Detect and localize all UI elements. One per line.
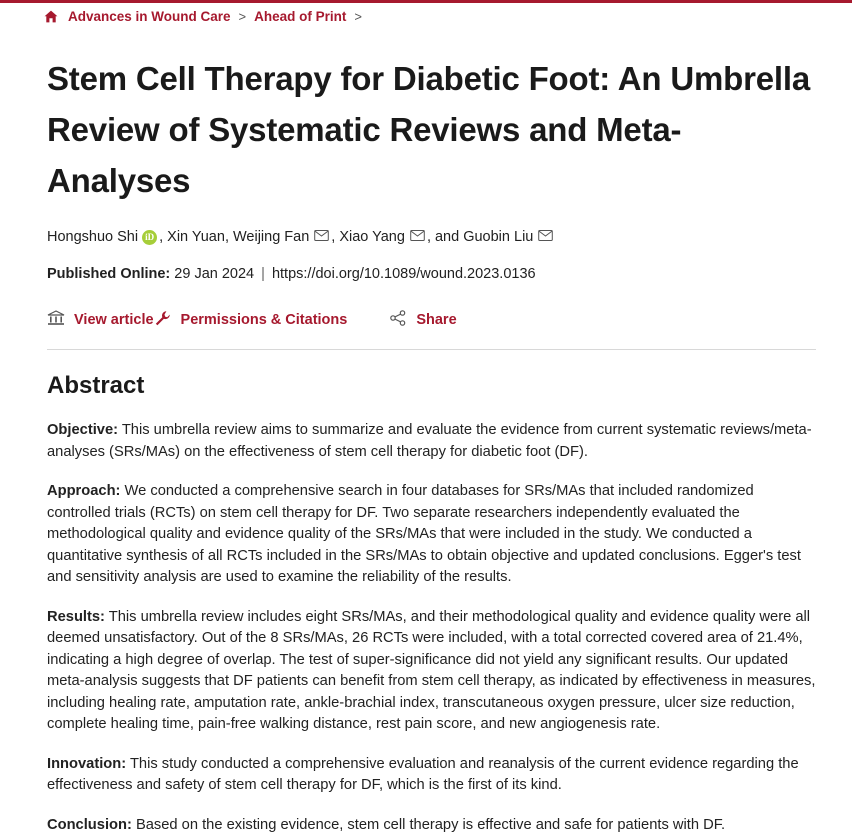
bank-icon (47, 310, 65, 330)
abstract-text-results: This umbrella review includes eight SRs/MAs, and their methodological quality and evidence quality were all deemed unsatisfactory. Out of the 8 SRs/MAs, 26 RCTs were included, with a total corrected covered area of 21.4%, indicating a high degree of overlap. The test of super-significance did not yield any significant results. Our updated meta-analysis suggests that DF patients can benefit from stem cell therapy, as indicated by effectiveness in measures, including healing rate, amputation rate, ankle-brachial index, transcutaneous oxygen pressure, ulcer size reduction, complete healing time, pain-free walking distance, rest pain score, and new angiogenesis rate. (47, 609, 815, 733)
home-icon[interactable] (44, 10, 58, 23)
pubinfo-divider: | (261, 266, 265, 282)
abstract-paragraph-innovation (47, 754, 816, 797)
abstract-text-approach: We conducted a comprehensive search in four databases for SRs/MAs that included randomized controlled trials (RCTs) on stem cell therapy for DF. Two separate researchers independently evaluated the methodological quality and evidence quality of the SRs/MAs that were included in the study. We conducted a quantitative synthesis of all RCTs included in the SRs/MAs to obtain objective and updated conclusions. Egger's test and sensitivity analysis are used to examine the reliability of the results. (47, 483, 801, 585)
permissions-citations-button[interactable] (154, 310, 348, 330)
author-name-1[interactable]: Hongshuo Shi (47, 226, 138, 248)
abstract-run-head-conclusion: Conclusion: (47, 817, 132, 833)
view-article-button[interactable] (47, 310, 154, 330)
article-content (0, 53, 852, 836)
breadcrumb-item-journal[interactable]: Advances in Wound Care (68, 9, 231, 24)
abstract-heading: Abstract (47, 372, 816, 400)
published-date: 29 Jan 2024 (174, 266, 254, 282)
share-label: Share (416, 312, 456, 328)
permissions-citations-label: Permissions & Citations (181, 312, 348, 328)
email-icon-2[interactable] (410, 226, 425, 248)
author-name-4[interactable]: , and Guobin Liu (427, 226, 533, 248)
doi-link[interactable]: https://doi.org/10.1089/wound.2023.0136 (272, 266, 536, 282)
abstract-paragraph-conclusion (47, 815, 816, 836)
abstract-paragraph-results (47, 607, 816, 736)
abstract-text-objective: This umbrella review aims to summarize and evaluate the evidence from current systematic reviews/meta-analyses (SRs/MAs) on the effectiveness of stem cell therapy for diabetic foot (DF). (47, 422, 812, 460)
breadcrumb-separator-1: > (239, 9, 247, 24)
author-name-3[interactable]: , Xiao Yang (331, 226, 405, 248)
abstract-text-conclusion: Based on the existing evidence, stem cell therapy is effective and safe for patients with DF. (132, 817, 725, 833)
orcid-icon[interactable]: iD (142, 230, 157, 245)
author-names-2[interactable]: , Xin Yuan, Weijing Fan (159, 226, 309, 248)
section-divider (47, 349, 816, 350)
abstract-text-innovation: This study conducted a comprehensive evaluation and reanalysis of the current evidence regarding the effectiveness and safety of stem cell therapy for DF, which is the first of its kind. (47, 756, 799, 794)
share-button[interactable] (389, 310, 456, 330)
abstract-run-head-innovation: Innovation: (47, 756, 126, 772)
email-icon-1[interactable] (314, 226, 329, 248)
article-actions (47, 308, 816, 332)
abstract-run-head-results: Results: (47, 609, 105, 625)
breadcrumb-separator-2: > (354, 9, 362, 24)
abstract-run-head-objective: Objective: (47, 422, 118, 438)
abstract-paragraph-objective (47, 420, 816, 463)
email-icon-3[interactable] (538, 226, 553, 248)
author-list (47, 226, 816, 248)
view-article-label: View article (74, 312, 154, 328)
abstract-paragraph-approach (47, 481, 816, 589)
wrench-icon (154, 310, 172, 330)
published-online-label: Published Online: (47, 266, 170, 282)
breadcrumb (0, 3, 852, 27)
abstract-run-head-approach: Approach: (47, 483, 120, 499)
page-title: Stem Cell Therapy for Diabetic Foot: An Umbrella Review of Systematic Reviews and Meta-Analyses (47, 53, 816, 206)
breadcrumb-item-ahead-of-print[interactable]: Ahead of Print (254, 9, 346, 24)
share-icon (389, 310, 407, 330)
publication-info (47, 266, 816, 282)
